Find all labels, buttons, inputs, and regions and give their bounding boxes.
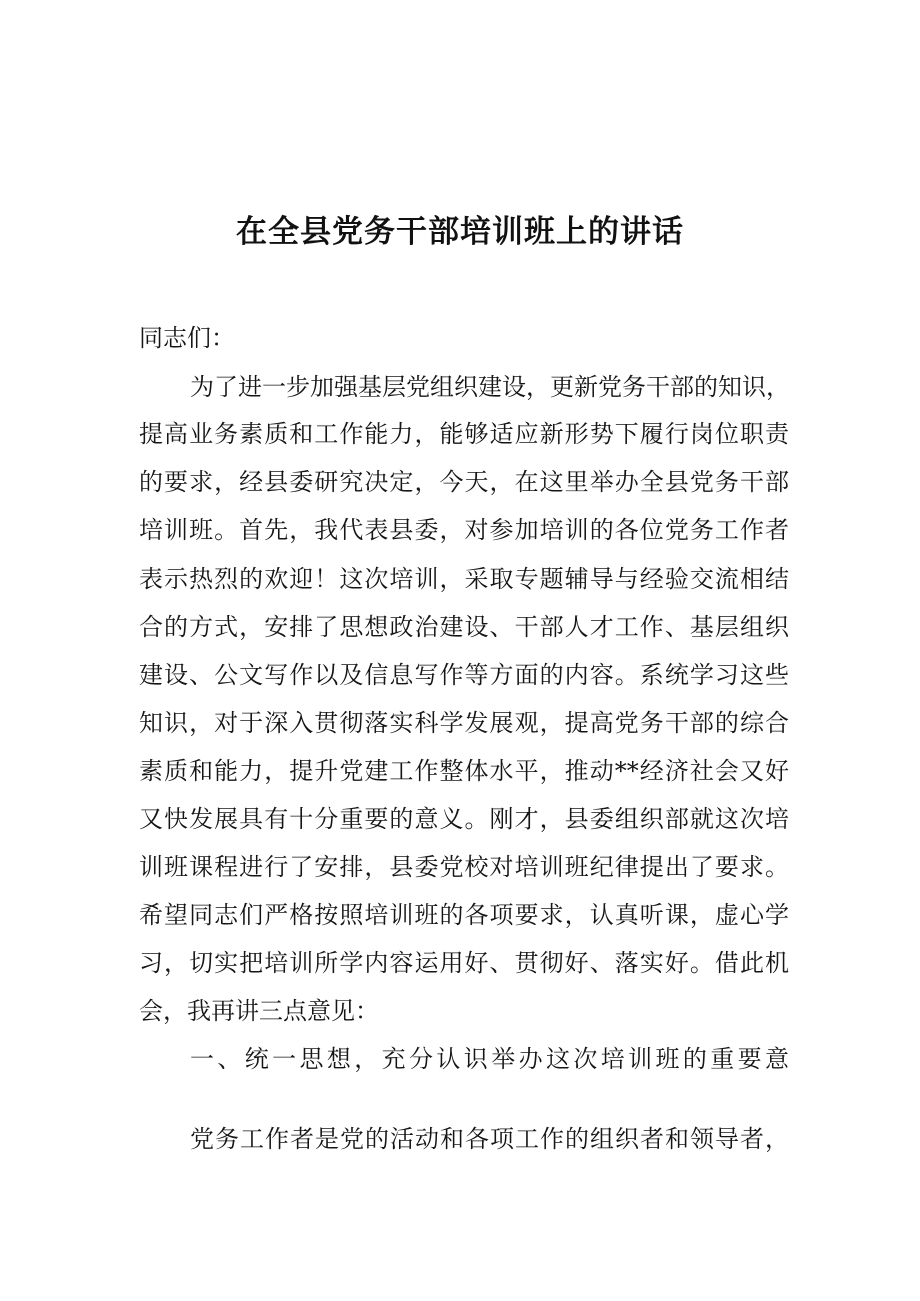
paragraph-line: 素质和能力，提升党建工作整体水平，推动**经济社会又好 [139,757,789,785]
paragraph-line: 为了进一步加强基层党组织建设，更新党务干部的知识， [190,373,790,401]
paragraph-line: 会，我再讲三点意见： [139,997,379,1025]
paragraph-line: 提高业务素质和工作能力，能够适应新形势下履行岗位职责 [139,420,789,448]
paragraph-line: 知识，对于深入贯彻落实科学发展观，提高党务干部的综合 [139,709,789,737]
section-heading: 一、统一思想，充分认识举办这次培训班的重要意 [190,1045,789,1073]
paragraph-line: 训班课程进行了安排，县委党校对培训班纪律提出了要求。 [139,853,789,881]
document-title: 在全县党务干部培训班上的讲话 [236,214,684,250]
paragraph-line: 培训班。首先，我代表县委，对参加培训的各位党务工作者 [139,516,789,544]
paragraph-line: 又快发展具有十分重要的意义。刚才，县委组织部就这次培 [139,805,789,833]
greeting: 同志们： [139,324,235,352]
paragraph-line: 合的方式，安排了思想政治建设、干部人才工作、基层组织 [139,613,789,641]
paragraph-line: 希望同志们严格按照培训班的各项要求，认真听课，虚心学 [139,901,789,929]
paragraph-line: 习，切实把培训所学内容运用好、贯彻好、落实好。借此机 [139,949,789,977]
paragraph-line: 的要求，经县委研究决定，今天，在这里举办全县党务干部 [139,468,789,496]
paragraph-line: 表示热烈的欢迎！这次培训，采取专题辅导与经验交流相结 [139,565,789,593]
paragraph-line: 党务工作者是党的活动和各项工作的组织者和领导者， [190,1125,789,1153]
paragraph-line: 建设、公文写作以及信息写作等方面的内容。系统学习这些 [139,661,789,689]
